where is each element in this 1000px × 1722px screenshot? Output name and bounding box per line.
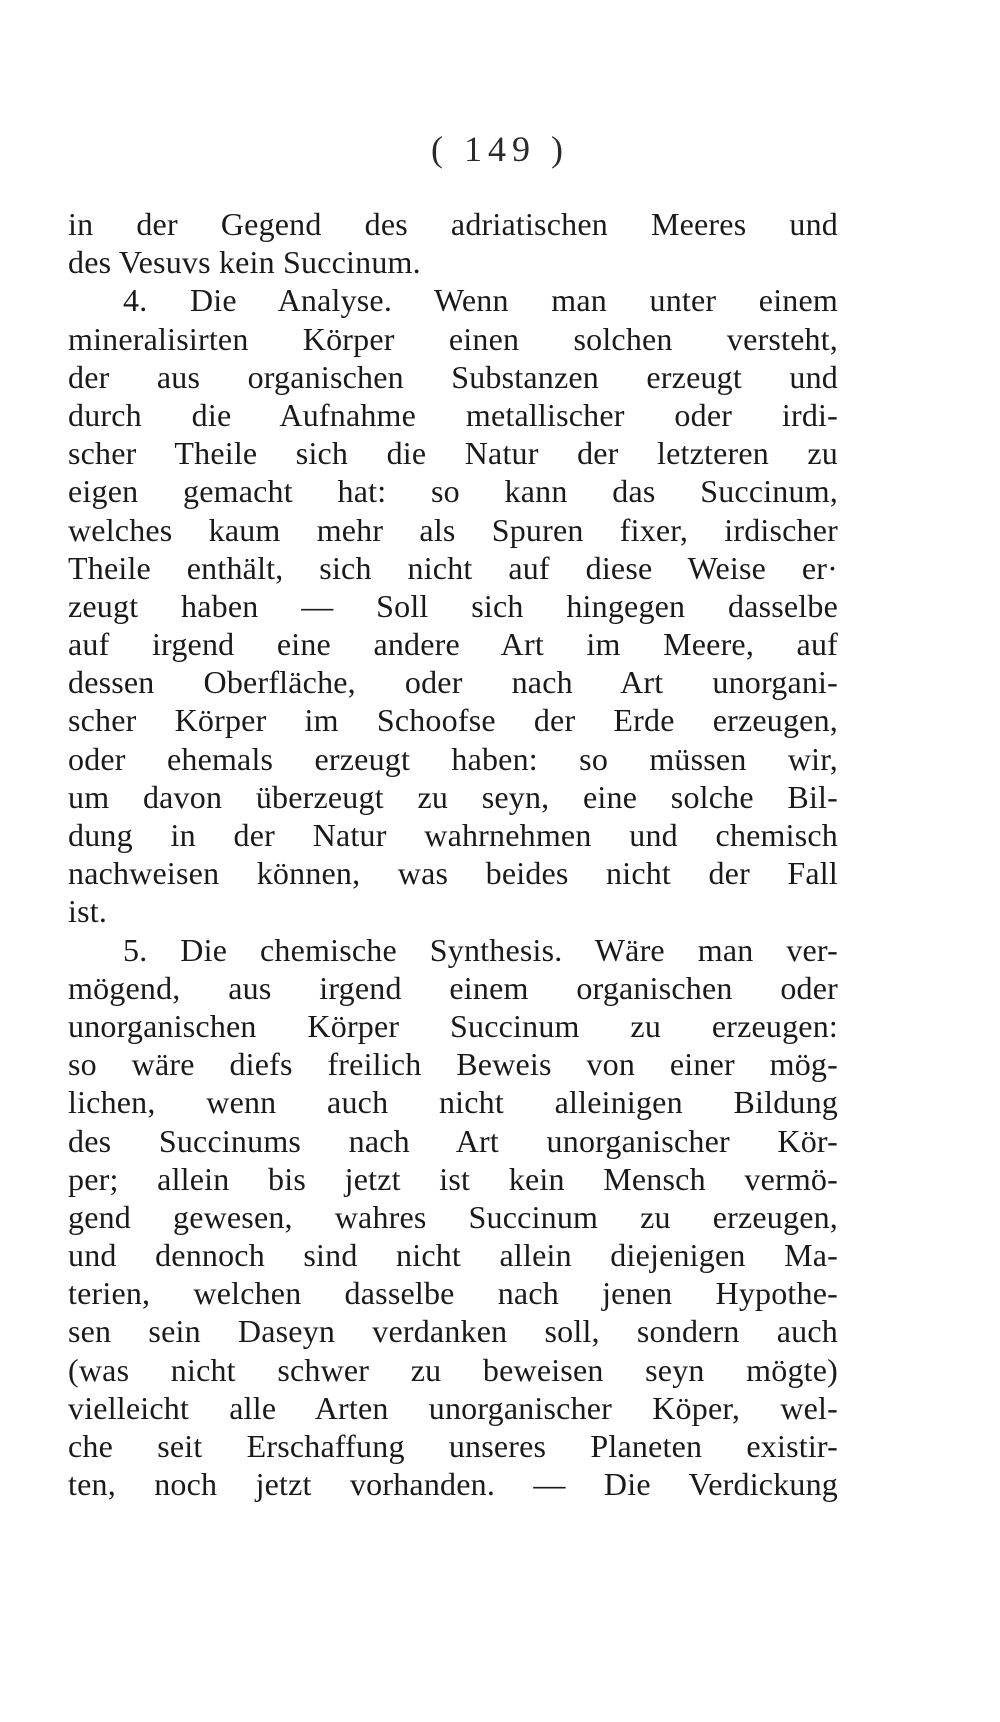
text-line: sen sein Daseyn verdanken soll, sondern auch (68, 1313, 838, 1350)
text-line: che seit Erschaffung unseres Planeten existir- (68, 1428, 838, 1464)
text-line: ten, noch jetzt vorhanden. — Die Verdickung (68, 1466, 838, 1503)
page-number: ( 149 ) (431, 129, 569, 169)
text-line: oder ehemals erzeugt haben: so müssen wir, (68, 740, 838, 777)
text-line: nachweisen können, was beides nicht der Fall (68, 855, 838, 892)
text-line: der aus organischen Substanzen erzeugt und (68, 358, 838, 395)
text-line: 5. Die chemische Synthesis. Wäre man ver- (123, 931, 838, 968)
text-line: zeugt haben — Soll sich hingegen dasselbe (68, 587, 838, 624)
text-line: lichen, wenn auch nicht alleinigen Bildung (68, 1084, 838, 1121)
text-line: und dennoch sind nicht allein diejenigen Ma- (68, 1237, 838, 1274)
text-line: Theile enthält, sich nicht auf diese Weise er· (68, 549, 838, 586)
text-line: scher Theile sich die Natur der letzteren zu (68, 435, 838, 472)
text-line: 4. Die Analyse. Wenn man unter einem (123, 282, 838, 319)
text-line: mögend, aus irgend einem organischen oder (68, 969, 838, 1006)
text-line: des Succinums nach Art unorganischer Kör- (68, 1122, 838, 1159)
text-line: eigen gemacht hat: so kann das Succinum, (68, 473, 838, 510)
text-line: so wäre diefs freilich Beweis von einer mög- (68, 1046, 838, 1083)
text-line: scher Körper im Schoofse der Erde erzeugen, (68, 702, 838, 739)
text-line: (was nicht schwer zu beweisen seyn mögte) (68, 1351, 838, 1388)
text-line: auf irgend eine andere Art im Meere, auf (68, 626, 838, 663)
body-text (68, 205, 838, 1503)
text-line: durch die Aufnahme metallischer oder irdi- (68, 396, 838, 433)
text-line: per; allein bis jetzt ist kein Mensch vermö- (68, 1160, 838, 1197)
text-line: vielleicht alle Arten unorganischer Köper, wel- (68, 1389, 838, 1426)
text-line: terien, welchen dasselbe nach jenen Hypothe- (68, 1275, 838, 1312)
text-line: um davon überzeugt zu seyn, eine solche Bil- (68, 778, 838, 815)
text-line: mineralisirten Körper einen solchen versteht, (68, 320, 838, 357)
text-line: gend gewesen, wahres Succinum zu erzeugen, (68, 1198, 838, 1235)
text-line: in der Gegend des adriatischen Meeres und (68, 206, 838, 242)
text-line: ist. (68, 893, 108, 930)
text-line: dung in der Natur wahrnehmen und chemisch (68, 817, 838, 853)
text-line: dessen Oberfläche, oder nach Art unorgani- (68, 664, 838, 701)
text-line: unorganischen Körper Succinum zu erzeugen: (68, 1007, 838, 1044)
text-line: welches kaum mehr als Spuren fixer, irdischer (68, 511, 838, 548)
text-line: des Vesuvs kein Succinum. (68, 244, 421, 281)
